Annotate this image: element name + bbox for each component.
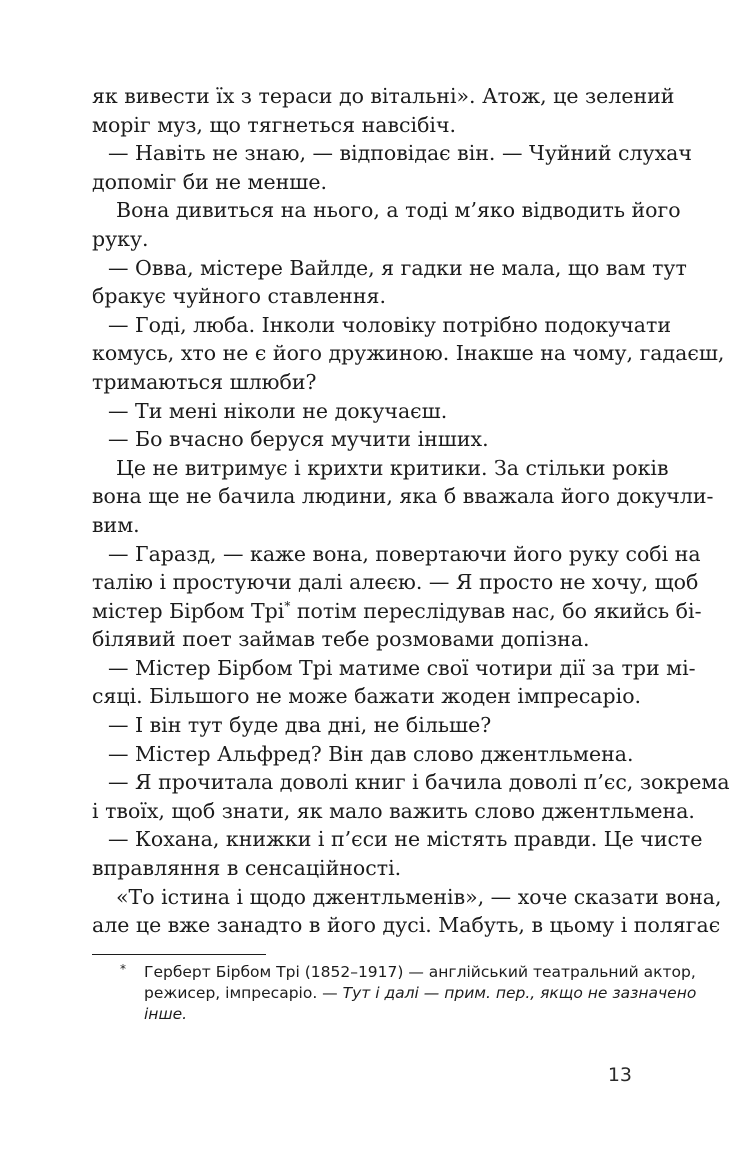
text-line: «То істина і щодо джентльменів», — хоче сказати вона, [116,884,722,909]
text-line: — Містер Бірбом Трі матиме свої чотири дії за три мі- [108,655,696,680]
footnote [92,962,697,1025]
text-line: вправляння в сенсаційності. [92,856,402,881]
text-line: вим. [92,512,140,537]
text-fragment: потім переслідував нас, бо якийсь бі- [290,598,702,623]
footnote-italic-text: Тут і далі — прим. пер., якщо не зазначено [342,984,697,1002]
text-line: руку. [92,226,149,251]
text-line: як вивести їх з тераси до вітальні». Атож, це зелений [92,84,675,108]
text-line: білявий поет займав тебе розмовами допізна. [92,627,590,652]
text-line: бракує чуйного ставлення. [92,284,386,309]
text-line: — Кохана, книжки і п’єси не містять правди. Це чисте [108,827,703,852]
text-fragment: містер Бірбом Трі [92,598,285,623]
text-line: талію і простуючи далі алеєю. — Я просто не хочу, щоб [92,570,699,595]
text-line: — Гаразд, — каже вона, повертаючи його руку собі на [108,541,701,566]
text-line: моріг муз, що тягнеться навсібіч. [92,112,457,137]
footnote-marker: * [120,962,126,976]
text-line: — Овва, містере Вайлде, я гадки не мала, що вам тут [108,255,687,280]
footnote-italic-text: інше. [144,1005,188,1023]
text-line: — Навіть не знаю, — відповідає він. — Чуйний слухач [108,141,692,166]
text-line: але це вже занадто в його дусі. Мабуть, в цьому і полягає [92,913,721,938]
text-line: допоміг би не менше. [92,169,328,194]
text-line: сяці. Більшого не може бажати жоден імпресаріо. [92,684,642,709]
text-line: Вона дивиться на нього, а тоді м’яко відводить його [116,198,681,223]
text-line: — Бо вчасно беруся мучити інших. [108,427,489,452]
footnote-line [92,983,697,1004]
footnote-line: Герберт Бірбом Трі (1852–1917) — англійський театральний актор, [144,963,696,981]
page-number: 13 [607,1064,632,1086]
text-line: Це не витримує і крихти критики. За стільки років [116,455,669,480]
footnote-divider [92,954,266,955]
text-line: — Годі, люба. Інколи чоловіку потрібно подокучати [108,312,671,337]
text-line: комусь, хто не є його дружиною. Інакше на чому, гадаєш, [92,341,725,366]
footnote-line [92,1004,644,1025]
main-text [92,82,730,940]
text-line: і твоїх, щоб знати, як мало важить слово джентльмена. [92,798,695,823]
text-line: — Містер Альфред? Він дав слово джентльмена. [108,741,634,766]
text-line: — І він тут буде два дні, не більше? [108,713,492,738]
text-line: тримаються шлюби? [92,369,317,394]
footnote-text: режисер, імпресаріо. — [144,984,343,1002]
text-line: вона ще не бачила людини, яка б вважала його докучли- [92,484,714,509]
text-line: — Ти мені ніколи не докучаєш. [108,398,448,423]
text-line: — Я прочитала доволі книг і бачила доволі п’єс, зокрема [108,770,730,795]
text-line [92,597,702,626]
footnote-reference[interactable]: * [284,598,291,613]
